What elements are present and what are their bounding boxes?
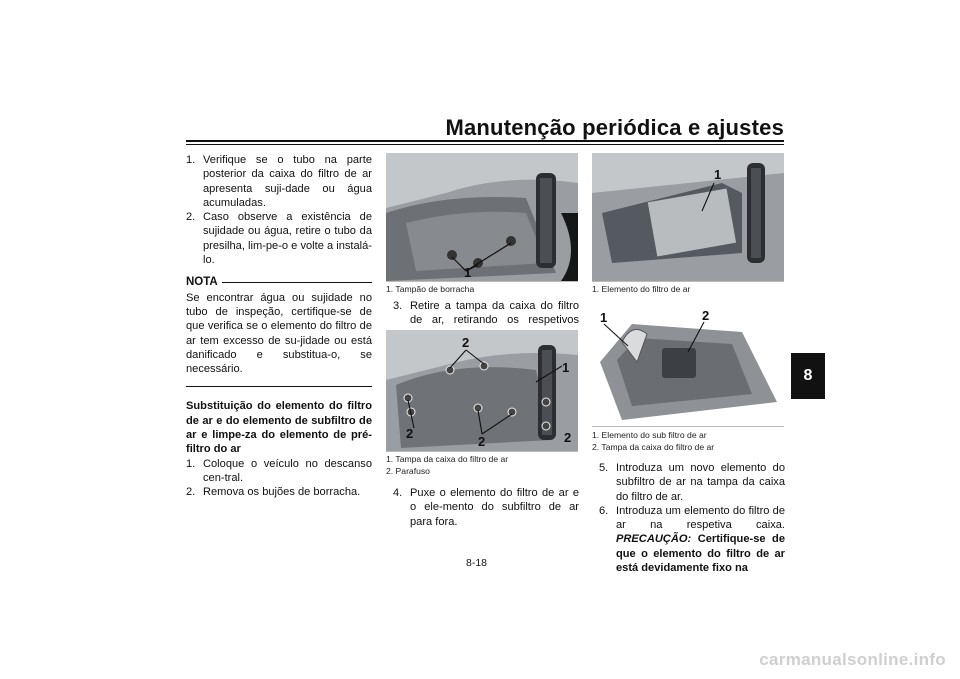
step-4 (393, 486, 579, 529)
page-title: Manutenção periódica e ajustes (445, 115, 784, 140)
header-rule-thin (186, 144, 784, 145)
nota-heading (186, 275, 372, 289)
section-tab[interactable]: 8 (791, 353, 825, 399)
header-rule (186, 140, 784, 142)
figure-air-filter-element (592, 153, 784, 281)
step-number: 4. (393, 487, 403, 499)
caption-line: 1. Elemento do filtro de ar (592, 284, 691, 294)
caption-line: 1. Tampa da caixa do filtro de ar (386, 454, 509, 464)
nota-rule (222, 282, 372, 283)
caption-separator (592, 281, 784, 282)
figure-rubber-plugs (386, 153, 578, 281)
callout-2: 2 (478, 434, 486, 449)
step-number: 3. (393, 300, 403, 312)
callout-2: 2 (564, 430, 572, 445)
section-heading: Substituição do elemento do filtro de ar e do elemento de subfiltro de ar e limpe-za do elemento de pré-filtro do ar (186, 400, 372, 456)
callout-1: 1 (562, 360, 570, 375)
figure-filter-case-cover (386, 330, 578, 451)
photo-sub-filter (592, 302, 784, 424)
figure-caption (386, 283, 578, 295)
step-number: 1. (186, 457, 196, 470)
step-1-b (186, 457, 372, 486)
photo-filter-case-cover (386, 330, 578, 451)
footer-watermark: carmanualsonline.info (759, 650, 946, 669)
step-2 (186, 210, 372, 267)
step-text: Verifique se o tubo na parte posterior da caixa do filtro de ar apresenta suji-dade ou água acumuladas. (203, 154, 372, 209)
step-number: 5. (599, 462, 609, 474)
step-6 (599, 504, 785, 575)
step-4-item (393, 486, 579, 529)
callout-1: 1 (464, 265, 472, 280)
step-5 (599, 461, 785, 504)
photo-air-filter-element (592, 153, 784, 281)
step-1 (186, 153, 372, 210)
step-text: Puxe o elemento do filtro de ar e o ele-mento do subfiltro de ar para fora. (410, 487, 579, 528)
step-text: Retire a tampa da caixa do filtro de ar, retirando os respetivos (410, 300, 579, 327)
step-text: Introduza um elemento do filtro de ar na respetiva caixa. (616, 504, 785, 532)
nota-label: NOTA (186, 276, 218, 289)
caption-line: 2. Parafuso (386, 466, 430, 476)
callout-2: 2 (406, 426, 414, 441)
callout-1: 1 (600, 310, 608, 325)
caption-separator (386, 281, 578, 282)
callout-2: 2 (702, 308, 710, 323)
caption-separator (592, 426, 784, 427)
photo-rubber-plugs (386, 153, 578, 281)
figure-caption (592, 283, 784, 295)
caution-label: PRECAUÇÃO: (616, 533, 692, 546)
caption-separator (386, 451, 578, 452)
caution-text: Certifique-se de que o elemento do filtro de ar está devidamente fixo na (616, 533, 785, 575)
page-number: 8-18 (466, 557, 488, 569)
left-column (186, 153, 372, 500)
caption-line: 2. Tampa da caixa do filtro de ar (592, 442, 715, 452)
step-number: 2. (186, 211, 196, 224)
step-number: 1. (186, 154, 196, 166)
callout-2: 2 (462, 335, 470, 350)
callout-1: 1 (714, 167, 722, 182)
step-text: Remova os bujões de borracha. (203, 486, 361, 499)
step-text: Caso observe a existência de sujidade ou água, retire o tubo da presilha, lim-pe-o e volte a instalá-lo. (203, 211, 372, 267)
step-text: Introduza um novo elemento do subfiltro de ar na tampa da caixa do filtro de ar. (616, 462, 785, 503)
figure-caption (386, 453, 578, 477)
caption-line: 1. Elemento do sub filtro de ar (592, 430, 707, 440)
nota-text: Se encontrar água ou sujidade no tubo de inspeção, certifique-se de que verifica se o elemento do filtro de ar tem excesso de su-jidade ou está danificado e substitua-o, se necessário. (186, 291, 372, 376)
step-2-b (186, 485, 372, 499)
caption-line: 1. Tampão de borracha (386, 284, 475, 294)
nota-end-rule (186, 386, 372, 387)
figure-caption (592, 429, 784, 453)
step-number: 2. (186, 486, 196, 499)
step-text: Coloque o veículo no descanso cen-tral. (203, 457, 372, 484)
right-steps (599, 461, 785, 575)
step-number: 6. (599, 504, 609, 517)
figure-sub-filter (592, 302, 784, 424)
